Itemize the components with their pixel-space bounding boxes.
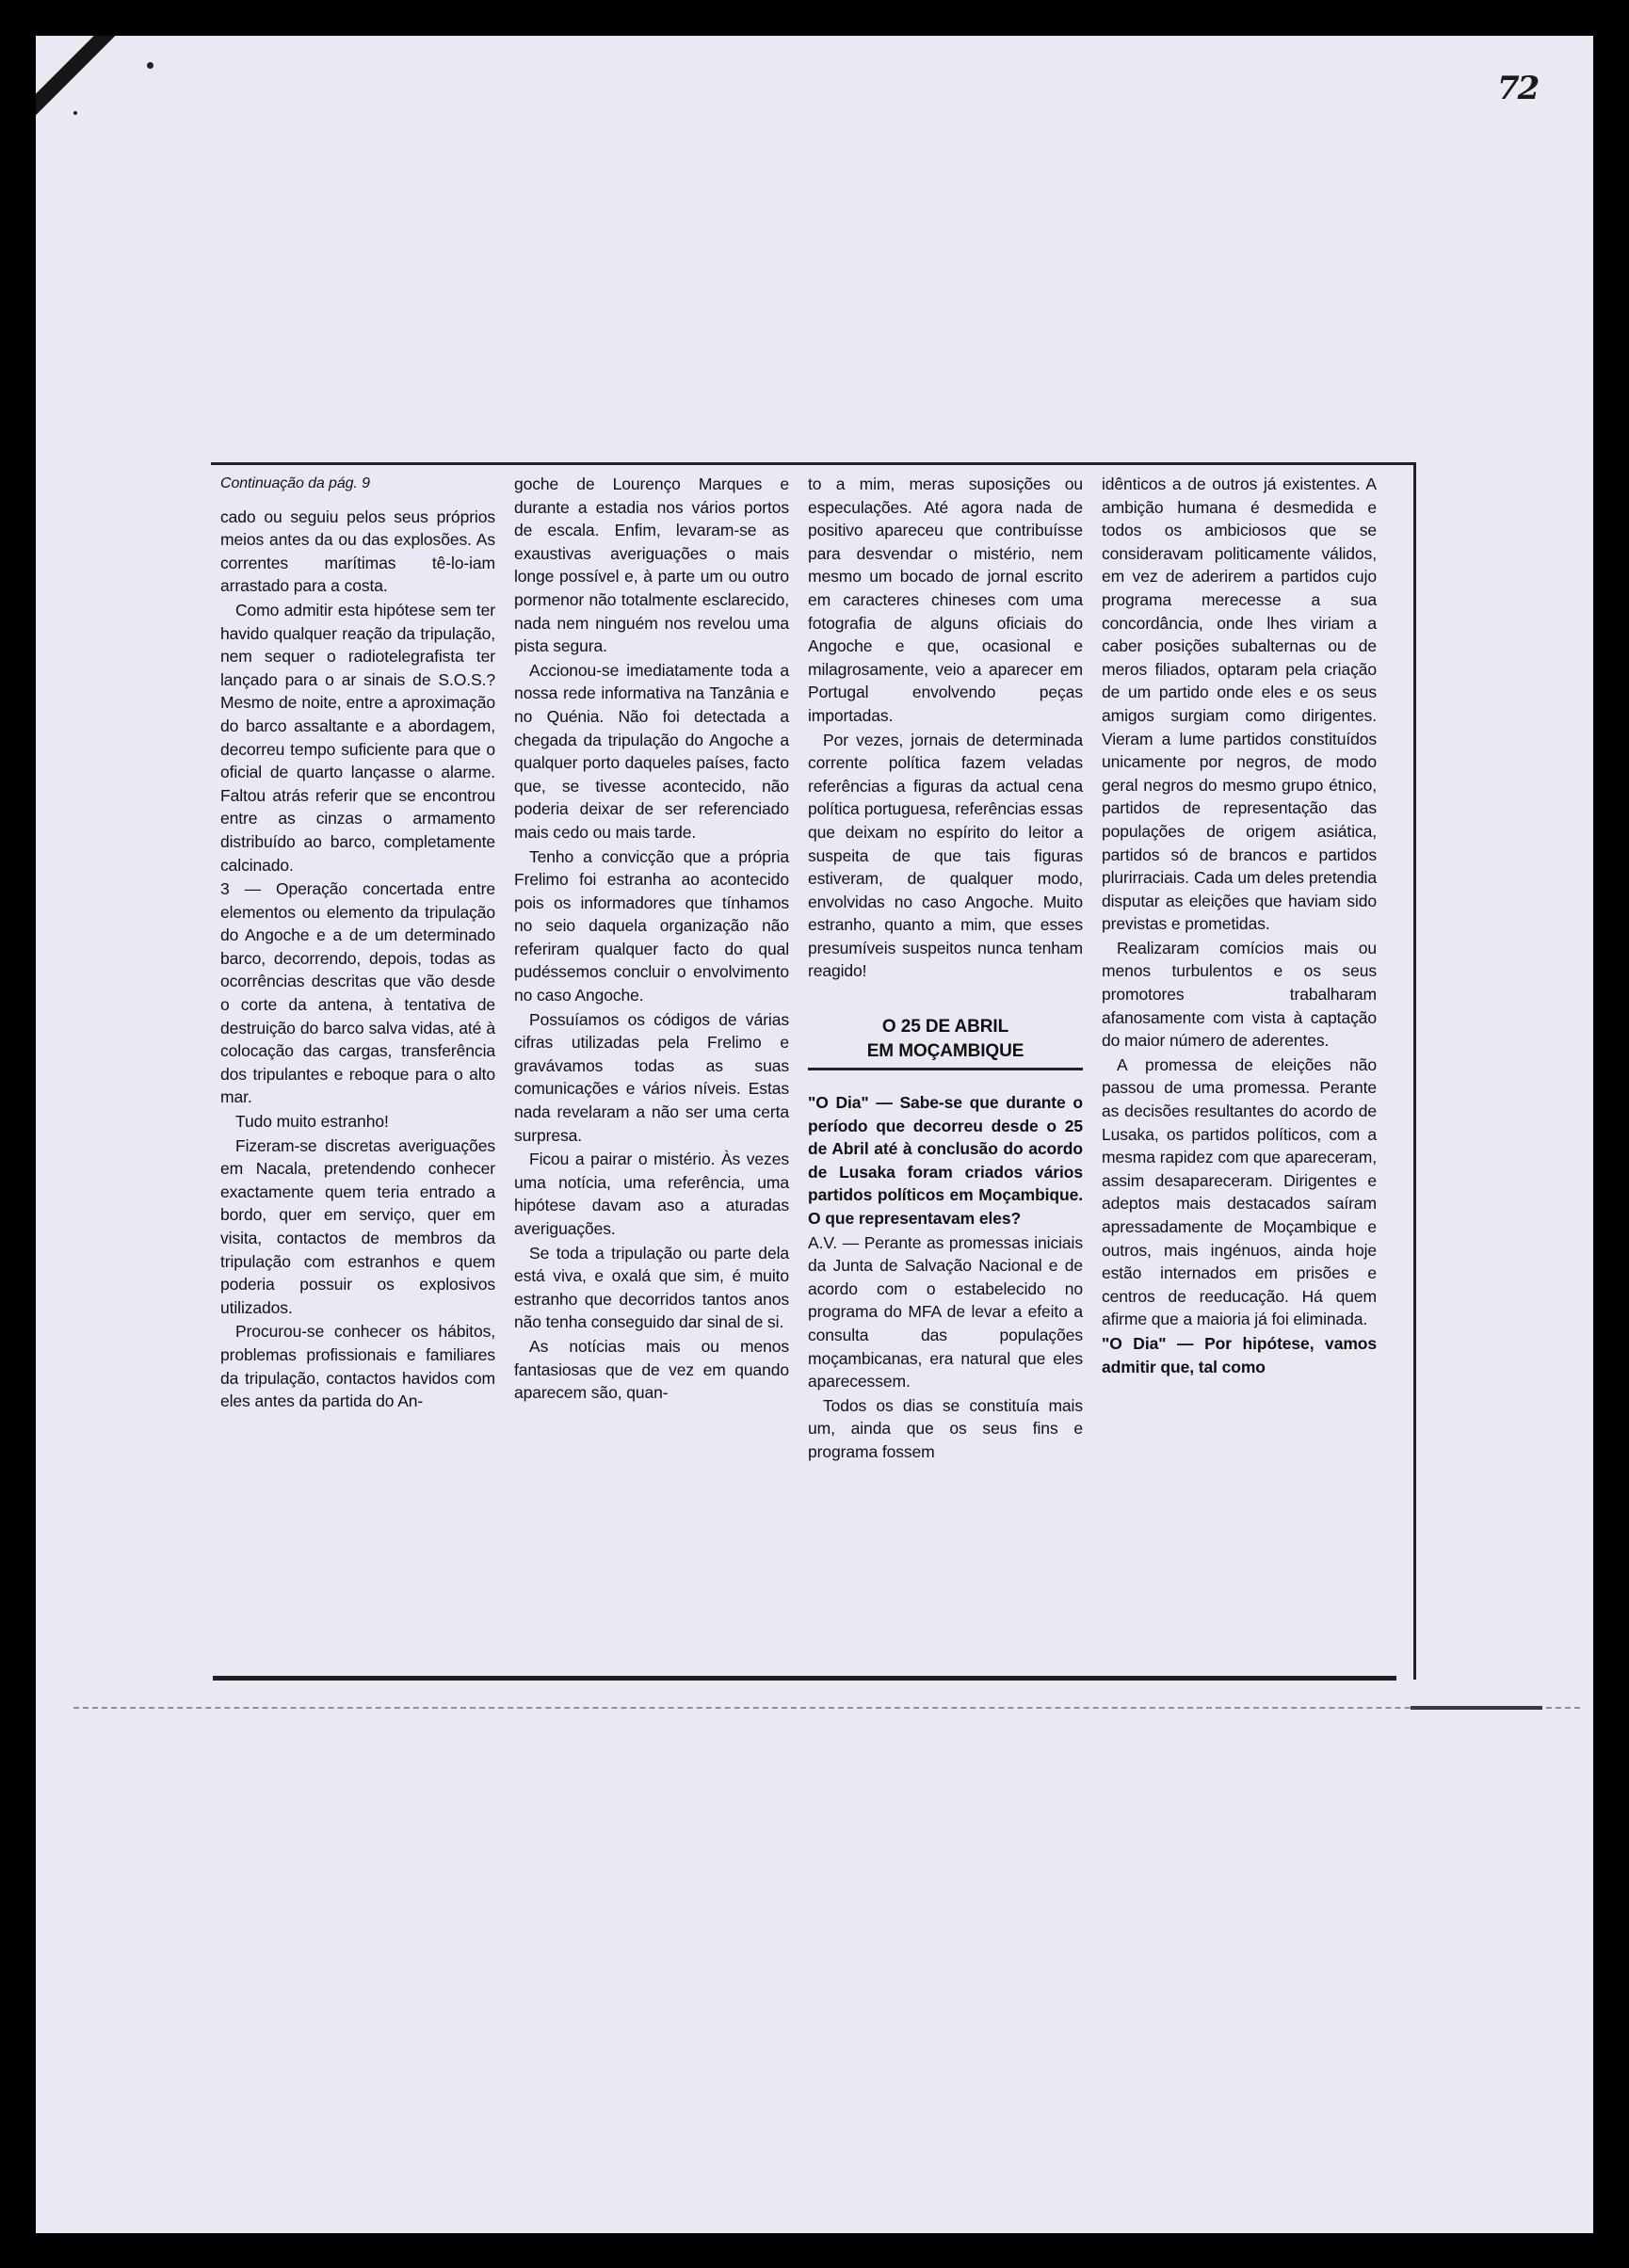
paragraph: 3 — Operação concertada entre elementos ou elemento da tripulação do Angoche e a de um determinado barco, decorrendo, depois, todas as ocorrências descritas que vão desde o corte da antena, à tentativa de destruição do barco salva vidas, até à colocação das cargas, transferência dos tripulantes e reboque para o alto mar. xyxy=(220,879,495,1107)
speck xyxy=(147,62,153,69)
clipping-bottom-rule xyxy=(213,1676,1396,1681)
paragraph: Accionou-se imediatamente toda a nossa rede informativa na Tanzânia e no Quénia. Não foi detectada a chegada da tripulação do Angoche a qualquer porto daqueles países, facto que, se tivesse acontecido, não poderia deixar de ser referenciado mais cedo ou mais tarde. xyxy=(514,660,789,842)
paragraph: Como admitir esta hipótese sem ter havido qualquer reação da tripulação, nem sequer o radiotelegrafista ter lançado para o ar sinais de S.O.S.? Mesmo de noite, entre a aproximação do barco assaltante e a abordagem, decorreu tempo suficiente para que o oficial de quarto lançasse o alarme. Faltou atrás referir que se encontrou entre as cinzas o armamento distribuído ao barco, completamente calcinado. xyxy=(220,600,495,875)
answer-text: Perante as promessas iniciais da Junta de Salvação Nacional e de acordo com o estabelecido no programa do MFA de levar a efeito a consulta das populações moçambicanas, era natural que eles aparecessem. xyxy=(808,1232,1083,1391)
paragraph: goche de Lourenço Marques e durante a estadia nos vários portos de escala. Enfim, levaram-se as exaustivas averiguações o mais longe possível e, à parte um ou outro pormenor não totalmente esclarecido, nada nem ninguém nos revelou uma pista segura. xyxy=(514,475,789,656)
scanned-page xyxy=(36,36,1593,2233)
paragraph: A promessa de eleições não passou de uma promessa. Perante as decisões resultantes do acordo de Lusaka, os partidos políticos, com a mesma rapidez com que apareceram, assim desapareceram. Dirigentes e adeptos mais destacados saíram apressadamente de Moçambique e outros, mais ingénuos, ainda hoje estão internados em prisões e centros de reeducação. Há quem afirme que a maioria já foi eliminada. xyxy=(1102,1054,1377,1329)
paragraph: Por vezes, jornais de determinada corrente política fazem veladas referências a figuras da actual cena política portuguesa, referências essas que deixam no espírito do leitor a suspeita de que tais figuras estiveram, de qualquer modo, envolvidas no caso Angoche. Muito estranho, quanto a mim, que esses presumíveis suspeitos nunca tenham reagido! xyxy=(808,730,1083,981)
paragraph: idênticos a de outros já existentes. A ambição humana é desmedida e todos os ambiciosos que se consideravam politicamente válidos, em vez de aderirem a partidos cujo programa merecesse a sua concordância, onde lhes viriam a caber posições subalternas ou de meros filiados, optaram pela criação de um partido onde eles e os seus amigos surgiam como dirigentes. Vieram a lume partidos constituídos unicamente por negros, de modo geral negros do mesmo grupo étnico, partidos de representação das populações de origem asiática, partidos só de brancos e partidos plurirraciais. Cada um deles pretendia disputar as eleições que haviam sido previstas e prometidas. xyxy=(1102,475,1377,934)
paragraph: cado ou seguiu pelos seus próprios meios antes da ou das explosões. As correntes marítimas tê-lo-iam arrastado para a costa. xyxy=(220,507,495,596)
paragraph: As notícias mais ou menos fantasiosas que de vez em quando aparecem são, quan- xyxy=(514,1336,789,1403)
page-number: 72 xyxy=(1497,70,1539,107)
interview-answer xyxy=(808,1231,1083,1393)
column-4 xyxy=(1102,473,1377,1674)
paragraph: Tudo muito estranho! xyxy=(235,1112,389,1132)
heading-line: EM MOÇAMBIQUE xyxy=(866,1041,1024,1062)
scan-artifact-bar xyxy=(1411,1706,1542,1710)
paragraph: Tenho a convicção que a própria Frelimo foi estranha ao acontecido pois os informadores que tínhamos no seio daquela organização não referiram qualquer facto do qual pudéssemos concluir o envolvimento no caso Angoche. xyxy=(514,846,789,1005)
column-2 xyxy=(514,473,789,1674)
scan-artifact-line xyxy=(73,1707,1580,1709)
paragraph: Realizaram comícios mais ou menos turbulentos e os seus promotores trabalharam afanosamente com vista à captação do maior número de aderentes. xyxy=(1102,938,1377,1051)
paragraph: Procurou-se conhecer os hábitos, problemas profissionais e familiares da tripulação, contactos havidos com eles antes da partida do An- xyxy=(220,1322,495,1411)
article-columns xyxy=(220,473,1406,1674)
paragraph: to a mim, meras suposições ou especulações. Até agora nada de positivo apareceu que contribuísse para desvendar o mistério, nem mesmo um bocado de jornal escrito em caracteres chineses com uma fotografia de alguns oficiais do Angoche e que, ocasional e milagrosamente, veio a aparecer em Portugal envolvendo peças importadas. xyxy=(808,475,1083,725)
corner-fold-mark xyxy=(36,36,200,138)
interview-question xyxy=(808,1091,1083,1231)
paragraph: Ficou a pairar o mistério. Às vezes uma notícia, uma referência, uma hipótese davam aso a aturadas averiguações. xyxy=(514,1150,789,1238)
continuation-label: Continuação da pág. 9 xyxy=(220,475,370,491)
question-text: Por hipótese, vamos admitir que, tal como xyxy=(1102,1333,1378,1376)
speck xyxy=(73,111,77,115)
column-1 xyxy=(220,473,495,1674)
question-label: "O Dia" — xyxy=(1102,1333,1194,1353)
section-heading xyxy=(808,1015,1083,1070)
paragraph: Fizeram-se discretas averiguações em Nacala, pretendendo conhecer exactamente quem teria entrado a bordo, quer em serviço, quer em visita, contactos de membros da tripulação com estranhos e quem poderia possuir os explosivos utilizados. xyxy=(220,1135,495,1317)
paragraph: Todos os dias se constituía mais um, ainda que os seus fins e programa fossem xyxy=(808,1395,1083,1461)
column-3 xyxy=(808,473,1083,1674)
paragraph: Se toda a tripulação ou parte dela está viva, e oxalá que sim, é muito estranho que decorridos tantos anos não tenha conseguido dar sinal de si. xyxy=(514,1243,789,1332)
question-label: "O Dia" — xyxy=(808,1093,893,1113)
interview-question xyxy=(1102,1332,1377,1378)
paragraph: Possuíamos os códigos de várias cifras utilizadas pela Frelimo e gravávamos todas as suas comunicações e vários níveis. Estas nada revelaram a não ser uma certa surpresa. xyxy=(514,1009,789,1145)
heading-line: O 25 DE ABRIL xyxy=(881,1017,1009,1037)
newspaper-clipping xyxy=(211,462,1416,1680)
question-text: Sabe-se que durante o período que decorreu desde o 25 de Abril até à conclusão do acordo de Lusaka foram criados vários partidos políticos em Moçambique. O que representavam eles? xyxy=(808,1093,1084,1229)
answer-label: A.V. — xyxy=(808,1232,860,1252)
